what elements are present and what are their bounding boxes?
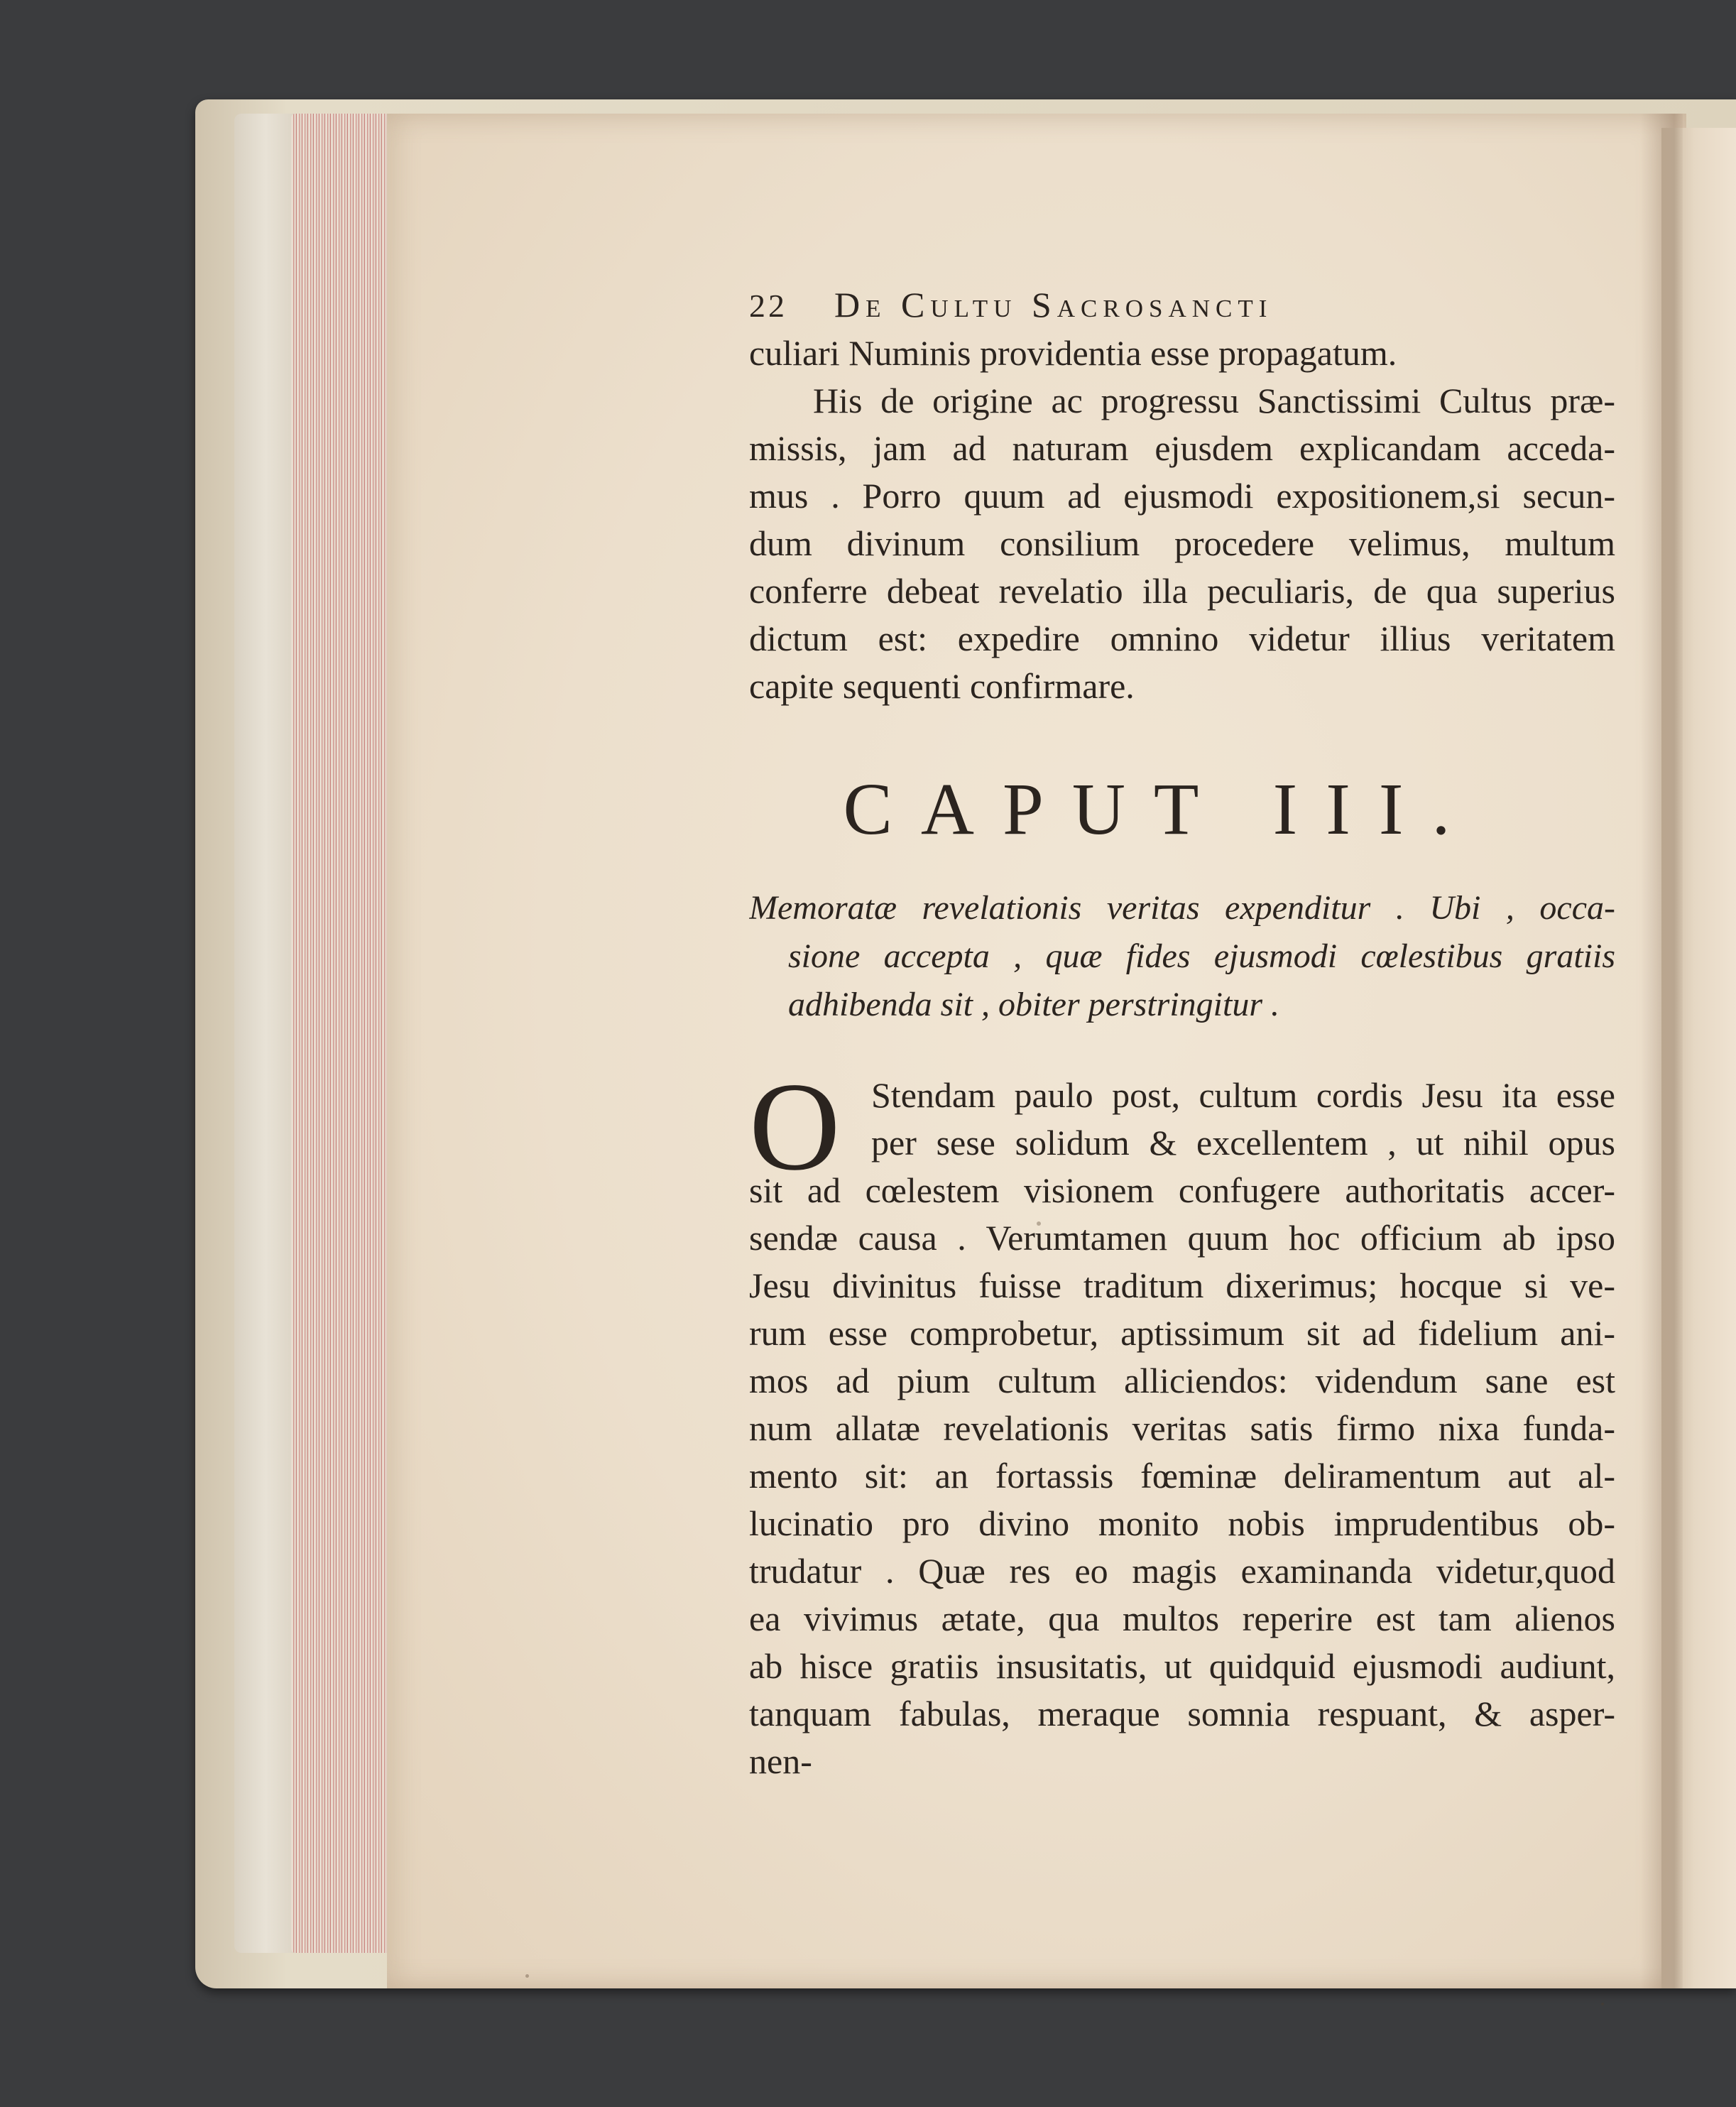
text-line: Stendam paulo post, cultum cordis Jesu ita esse (871, 1075, 1615, 1115)
text-line: ab hisce gratiis insusitatis, ut quidquid ejusmodi audiunt, (749, 1646, 1615, 1686)
paragraph-1 (749, 377, 1615, 710)
text-line: dum divinum consilium procedere velimus, multum (749, 523, 1615, 563)
text-line: missis, jam ad naturam ejusdem explicandam acceda- (749, 428, 1615, 468)
red-stained-page-edges (291, 114, 391, 1953)
running-head (749, 284, 1615, 330)
text-line: mos ad pium cultum alliciendos: videndum sane est (749, 1361, 1615, 1400)
text-line: capite sequenti confirmare. (749, 666, 1135, 706)
paper-speck (1601, 2003, 1604, 2005)
text-line: lucinatio pro divino monito nobis imprudentibus ob- (749, 1503, 1615, 1543)
fold-shadow (1640, 114, 1683, 1988)
page-number: 22 (749, 288, 787, 324)
text-line: sendæ causa . Verumtamen quum hoc officium ab ipso (749, 1218, 1615, 1258)
text-line: His de origine ac progressu Sanctissimi Cultus præ- (813, 381, 1615, 420)
text-line: rum esse comprobetur, aptissimum sit ad fidelium ani- (749, 1313, 1615, 1353)
text-line: Jesu divinitus fuisse traditum dixerimus; hocque si ve- (749, 1265, 1615, 1305)
summary-line: sione accepta , quæ fides ejusmodi cœlestibus gratiis (788, 937, 1615, 975)
text-line: ea vivimus ætate, qua multos reperire est tam alienos (749, 1599, 1615, 1638)
intro-paragraph (749, 330, 1615, 377)
summary-line: adhibenda sit , obiter perstringitur . (788, 986, 1280, 1023)
text-line: culiari Numinis providentia esse propagatum. (749, 333, 1397, 373)
text-line: tanquam fabulas, meraque somnia respuant, & asper- (749, 1694, 1615, 1733)
running-title: De Cultu Sacrosancti (834, 285, 1273, 325)
summary-line: Memoratæ revelationis veritas expenditur . Ubi , occa- (749, 889, 1615, 927)
text-line: mus . Porro quum ad ejusmodi expositionem,si secun- (749, 476, 1615, 516)
text-line: conferre debeat revelatio illa peculiaris, de qua superius (749, 571, 1615, 611)
text-line: num allatæ revelationis veritas satis firmo nixa funda- (749, 1408, 1615, 1448)
drop-cap: O (749, 1056, 841, 1197)
catchword: nen- (749, 1741, 812, 1781)
text-line: sit ad cœlestem visionem confugere authoritatis accer- (749, 1170, 1615, 1210)
chapter-summary (749, 884, 1615, 1029)
text-line: dictum est: expedire omnino videtur illius veritatem (749, 619, 1615, 658)
paragraph-2 (749, 1056, 1615, 1785)
text-line: mento sit: an fortassis fœminæ deliramentum aut al- (749, 1456, 1615, 1496)
chapter-heading: CAPUT III. (843, 768, 1479, 850)
text-line: per sese solidum & excellentem , ut nihil opus (871, 1123, 1615, 1163)
text-line: trudatur . Quæ res eo magis examinanda videtur,quod (749, 1551, 1615, 1591)
paper-speck (525, 1974, 529, 1978)
page-text (749, 284, 1615, 1785)
